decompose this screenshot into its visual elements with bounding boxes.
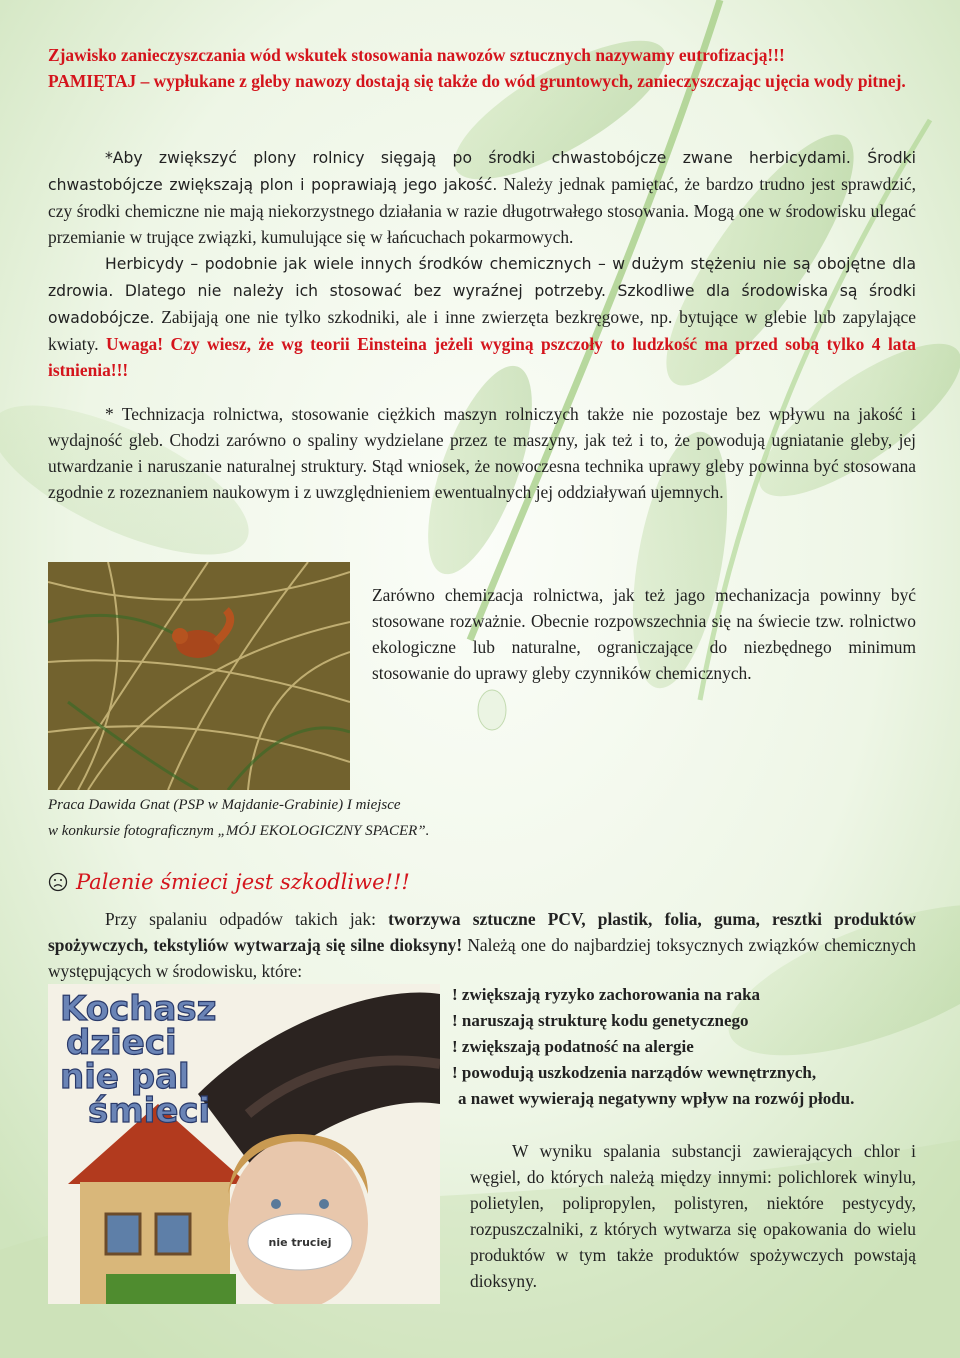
insecticides-effects: Zabijają one nie tylko szkodniki, ale i inne zwierzęta bezkręgowe, np. bytujące w glebie lub zapylające kwiaty. [48, 307, 916, 354]
list-item: ! naruszają strukturę kodu genetycznego [452, 1011, 749, 1030]
bee-warning: Uwaga! Czy wiesz, że wg teorii Einsteina jeżeli wyginą pszczoły to ludzkość ma przed sobą tylko 4 lata istnienia!!! [48, 334, 916, 380]
squirrel-photo [48, 562, 350, 790]
herbicides-health: Herbicydy – podobnie jak wiele innych środków chemicznych – w dużym stężeniu nie są obojętne dla zdrowia. Dlatego nie należy ich stosować bez wyraźnej potrzeby. Szkodliwe dla środowiska są środki owadobójcze. [48, 255, 916, 327]
herbicides-intro: *Aby zwiększyć plony rolnicy sięgają po środki chwastobójcze zwane herbicydami. Środki chwastobójcze zwiększają plon i poprawiają jego jakość. [48, 149, 916, 194]
caption-author: Praca Dawida Gnat (PSP w Majdanie-Grabinie) I miejsce [48, 797, 401, 813]
poster-title-1: Kochasz [60, 989, 217, 1029]
poster-title-4: śmieci [88, 1091, 211, 1131]
dioxins-intro-start: Przy spalaniu odpadów takich jak: [105, 909, 389, 929]
groundwater-warning: PAMIĘTAJ – wypłukane z gleby nawozy dostają się także do wód gruntowych, zanieczyszczając ujęcia wody pitnej. [48, 71, 906, 91]
anti-burning-poster [48, 984, 440, 1304]
mask-text: nie truciej [268, 1236, 332, 1249]
herbicides-risks: Należy jednak pamiętać, że bardzo trudno jest sprawdzić, czy środki chemiczne nie mają niekorzystnego działania w razie długotrwałego stosowania. Mogą one w środowisku ulegać przemianie w trujące związki, kumulujące się w łańcuchach pokarmowych. [48, 174, 916, 247]
technization-paragraph: * Technizacja rolnictwa, stosowanie ciężkich maszyn rolniczych także nie pozostaje bez wpływu na jakość i wydajność gleb. Chodzi zarówno o spaliny wydzielane przez te maszyny, jak też i to, że powodują ugniatanie gleby, jej utwardzanie i naruszanie naturalnej struktury. Stąd wniosek, że nowoczesna technika uprawy gleby powinna być stosowana zgodnie z rozeznaniem naukowym i z uwzględnieniem ewentualnych jej oddziaływań ujemnych. [48, 404, 916, 502]
eutrophication-notice [48, 42, 916, 94]
herbicides-paragraph [48, 144, 916, 383]
chlorine-paragraph: W wyniku spalania substancji zawierających chlor i węgiel, do których należą między innymi: polichlorek winylu, polietylen, polipropylen, polistyren, niektóre pestycydy, rozpuszczalniki, z których wytwarza się opakowania do wielu produktów w tym także produktów spożywczych powstają dioksyny. [470, 1141, 916, 1291]
dioxin-effects-list [452, 982, 922, 1112]
burning-heading [48, 870, 648, 894]
list-item: ! powodują uszkodzenia narządów wewnętrznych, [452, 1063, 817, 1082]
photo-caption [48, 792, 568, 844]
poster-title-3: nie pal [60, 1057, 190, 1097]
eutrophication-definition: Zjawisko zanieczyszczania wód wskutek stosowania nawozów sztucznych nazywamy eutrofizacją!!! [48, 45, 785, 65]
list-item: ! zwiększają ryzyko zachorowania na raka [452, 985, 761, 1004]
list-item: ! zwiększają podatność na alergie [452, 1037, 694, 1056]
dioxins-intro-paragraph [48, 906, 916, 984]
list-item: a nawet wywierają negatywny wpływ na rozwój płodu. [458, 1089, 855, 1108]
caption-contest: w konkursie fotograficznym „MÓJ EKOLOGICZNY SPACER”. [48, 823, 430, 839]
sad-face-icon [48, 872, 68, 892]
poster-title-2: dzieci [66, 1023, 177, 1063]
dioxins-sources: tworzywa sztuczne PCV, plastik, folia, guma, resztki produktów spożywczych, tekstyliów wytwarzają się silne dioksyny! [48, 909, 916, 955]
dioxins-toxicity: Należą one do najbardziej toksycznych związków chemicznych występujących w środowisku, które: [48, 935, 916, 981]
burning-title: Palenie śmieci jest szkodliwe!!! [76, 870, 410, 894]
organic-farming-paragraph: Zarówno chemizacja rolnictwa, jak też jago mechanizacja powinny być stosowane rozważnie. Obecnie rozpowszechnia się na świecie tzw. rolnictwo ekologiczne lub naturalne, ograniczające do niezbędnego minimum stosowanie do uprawy gleby czynników chemicznych. [372, 585, 916, 683]
